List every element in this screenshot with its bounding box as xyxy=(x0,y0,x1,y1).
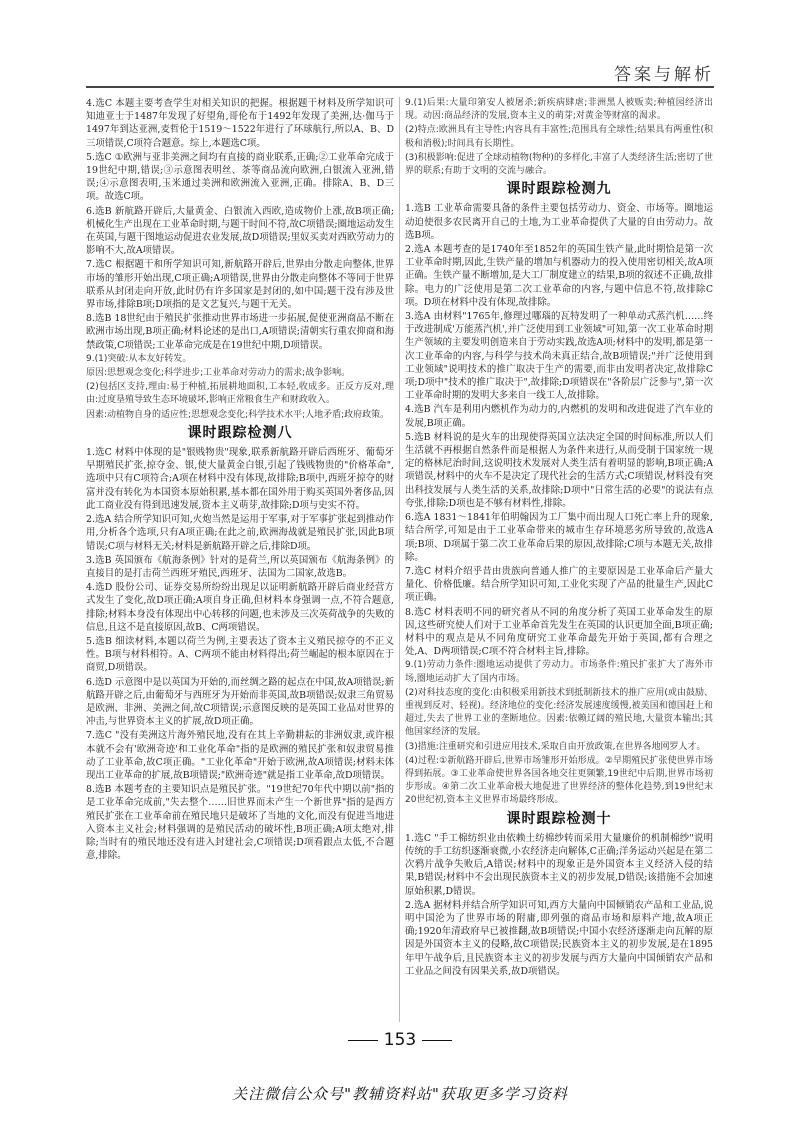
answer-item: 7.选C 根据题干和所学知识可知,新航路开辟后,世界由分散走向整体,世界市场的雏形开始出现,C项正确;A项错误,世界由分散走向整体不等同于世界联系从封闭走向开放,此时仍有许多国家是封闭的,如中国;题干没有涉及世界市场,排除B项;D项指的是文艺复兴,与题干无关。 xyxy=(86,259,394,311)
answer-item: (3)积极影响:促进了全球动植物(物种)的多样化,丰富了人类经济生活;密切了世界的联系;有助于文明的交流与融合。 xyxy=(405,152,713,177)
header-rule xyxy=(86,86,714,88)
page-number xyxy=(0,1030,800,1050)
answer-item: 2.选A 结合所学知识可知,火炮当然是运用于军事,对于军事扩张起到推动作用,分析各个选项,只有A项正确;在此之前,欧洲海战就是殖民扩张,因此B项错误;C项与材料无关;材料是新航路开辟之后,排除D项。 xyxy=(86,514,394,552)
answer-item: 5.选C ①欧洲与亚非美洲之间均有直接的商业联系,正确;②工业革命完成于19世纪中期,错误;③示意图表明丝、茶等商品流向欧洲,白银流入亚洲,错误;④示意图表明,玉米通过美洲和欧洲流入亚洲,正确。排除A、B、D三项。故选C项。 xyxy=(86,151,394,203)
section-title: 课时跟踪检测九 xyxy=(506,181,612,198)
answer-item: 8.选C 材料表明不同的研究者从不同的角度分析了英国工业革命发生的原因,这些研究使人们对于工业革命首先发生在英国的认识更加全面,B项正确;材料中的观点是从不同角度研究工业革命最先开始于英国,都有合理之处,A、D两项错误;C项不符合材料主旨,排除。 xyxy=(405,606,713,658)
answer-item: (4)过程:①新航路开辟后,世界市场雏形开始形成。②早期殖民扩张使世界市场得到拓展。③工业革命使世界各国各地交往更频繁,19世纪中后期,世界市场初步形成。④第二次工业革命极大地促进了世界经济的整体化趋势,到19世纪末20世纪初,资本主义世界市场最终形成。 xyxy=(405,755,713,806)
answer-item: 4.选B 汽车是利用内燃机作为动力的,内燃机的发明和改进促进了汽车业的发展,B项正确。 xyxy=(405,404,713,429)
answer-item: (3)措施:注重研究和引进应用技术,采取自由开放政策,在世界各地网罗人才。 xyxy=(405,741,706,752)
section-title: 课时跟踪检测八 xyxy=(187,424,293,441)
footer-promo-text: 关注微信公众号"教辅资料站"获取更多学习资料 xyxy=(232,1085,568,1103)
answer-item: 2.选A 据材料并结合所学知识可知,西方大量向中国倾销农产品和工业品,说明中国沦为了世界市场的附庸,即列强的商品市场和原料产地,故A项正确;1920年清政府早已被推翻,故B项错误;中国小农经济逐渐走向瓦解的原因是外国资本主义的侵略,故C项错误;民族资本主义的初步发展,是在1895年甲午战争后,且民族资本主义的初步发展与西方大量向中国倾销农产品和工业品之间没有因果关系,故D项错误。 xyxy=(405,899,713,977)
answer-item: 4.选C 本题主要考查学生对相关知识的把握。根据题干材料及所学知识可知迪亚士于1487年发现了好望角,哥伦布于1492年发现了美洲,达·伽马于1497年到达亚洲,麦哲伦于1519～1522年进行了环球航行,所以A、B、D三项错误,C项符合题意。综上,本题选C项。 xyxy=(86,98,394,149)
answer-item: 1.选C "手工棉纺织业由依赖土纺棉纱转而采用大量廉价的机制棉纱"说明传统的手工纺织逐渐衰微,小农经济走向解体,C正确;洋务运动兴起是在第二次鸦片战争失败后,A错误;材料中的现象正是外国资本主义经济入侵的结果,B错误;材料中不会出现民族资本主义的初步发展,D错误;该措施不会加速原始积累,D错误。 xyxy=(405,832,713,897)
answer-item: 8.选B 18世纪由于殖民扩张推动世界市场进一步拓展,促使亚洲商品不断在欧洲市场出现,B项正确;材料论述的是出口,A项错误;清朝实行重农抑商和海禁政策,C项错误;工业革命完成是在19世纪中期,D项错误。 xyxy=(86,313,394,351)
right-column xyxy=(405,97,713,1022)
answer-item: 1.选C 材料中体现的是"银贱物贵"现象,联系新航路开辟后西班牙、葡萄牙早期殖民扩张,掠夺金、银,使大量黄金白银,引起了钱贱物贵的"价格革命",选项中只有C项符合;A项在材料中没有体现,故排除;B项中,西班牙掠夺的财富并没有转化为本国资本原始积累,基本都在国外用于购买英国外奢侈品,因此工商业没有得到迅速发展,资本主义萌芽,故排除;D项与史实不符。 xyxy=(86,447,394,511)
answer-item: (2)包括区支持,理由:易于种植,拓展耕地面积,工本轻,收成多。正反方反对,理由:过度垦殖导致生态环境破坏,影响正常粮食生产和财政收入。 xyxy=(86,382,394,406)
section-title: 课时跟踪检测十 xyxy=(506,810,612,827)
page-number-value: 153 xyxy=(383,1030,417,1050)
answer-item: 4.选D 股份公司、证券交易所纷纷出现足以证明新航路开辟后商业经营方式发生了变化,故D项正确;A项自身正确,但材料本身强调一点,不符合题意,排除;材料本身没有体现出中心转移的问题,也未涉及三次英荷战争的失败的信息,且这不是直接原因,故B、C两项错误。 xyxy=(86,582,394,633)
answer-item: (2)特点:欧洲具有主导性;内容具有丰富性;范围具有全球性;结果具有两重性(积极和消极);时间具有长期性。 xyxy=(405,125,713,149)
answer-item: 因素:动植物自身的适应性;思想观念变化;科学技术水平;人地矛盾;政府政策。 xyxy=(86,409,390,420)
answer-item: 7.选C 材料介绍乎昔由贵族向普通人推广的主要原因是工业革命后产量大量化、价格低廉。结合所学知识可知,工业化实现了产品的批量生产,因此C项正确。 xyxy=(405,565,713,604)
answer-item: 9.(1)劳动力条件:圈地运动提供了劳动力。市场条件:殖民扩张扩大了海外市场,圈地运动扩大了国内市场。 xyxy=(405,660,713,684)
column-divider xyxy=(399,97,400,1022)
answer-item: 5.选B 材料说的是火车的出现使得英国立法决定全国的时间标准,所以人们生活就不再根据自然条件而是根据人为条件来进行,从而受制于国家统一规定的格林尼治时间,这说明技术发展对人类生活有着明显的影响,B项正确;A项错误,材料中的火车不是决定了现代社会的生活方式;C项错误,材料没有突出科技发展与人类生活的关系,故排除;D项中"日常生活的必要"的说法有点夸张,排除;D项也是不够有材料性,排除。 xyxy=(405,431,713,509)
answer-item: 3.选A 由材料"1765年,修理过哪瑙的瓦特发明了一种单动式蒸汽机……终于改进制成'万能蒸汽机',并广泛使用到工业领域"可知,第一次工业革命时期生产领域的主要发明创造来自于劳动实践,故选A项;材料中的发明,都是第一次工业革命的内容,与科学与技术尚未真正结合,故B项错误;"并广泛使用到工业领域"说明技术的推广取决于生产的需要,而非由发明者决定,故排除C项;D项中"技术的推广取决于",故排除;D项错误在"各阶层广泛参与",第一次工业革命时期的发明大多来自一线工人,故排除。 xyxy=(405,311,713,402)
page-number-dash-left xyxy=(348,1040,378,1041)
answer-item: 7.选C "没有美洲这片海外殖民地,没有在其上辛勤耕耘的非洲奴隶,或许根本就不会有'欧洲奇迹'和工业化革命"指的是欧洲的殖民扩张和奴隶贸易推动了工业革命,故C项正确。"工业化革命"开始于欧洲,故A项错误;材料未体现出工业革命的扩展,故B项错误;"欧洲奇迹"就是指工业革命,故D项错误。 xyxy=(86,730,394,781)
left-column xyxy=(86,97,394,1022)
answer-item: 1.选B 工业革命需要具备的条件主要包括劳动力、资金、市场等。圈地运动迫使很多农民离开自己的土地,为工业革命提供了大量的自由劳动力。故选B项。 xyxy=(405,203,713,241)
answer-item: 8.选B 本题考查的主要知识点是殖民扩张。"19世纪70年代中期以前"指的是工业革命完成前,"失去整个……旧世界而未产生一个新世界"指的是西方殖民扩张在工业革命前在殖民地只是破坏了当地的文化,而没有促进当地进入资本主义社会;材料强调的是殖民活动的破坏性,B项正确;A项太绝对,排除;当时有的殖民地还没有进入封建社会,C项错误;D项看跟点太低,不合题意,排除。 xyxy=(86,784,394,862)
answer-item: 6.选D 示意图中是以英国为开始的,而丝绸之路的起点在中国,故A项错误;新航路开辟之后,由葡萄牙与西班牙为开始而非英国,故B项错误;奴隶三角贸易是欧洲、非洲、美洲之间,故C项错误;示意图反映的是英国工业品对世界的冲击,与世界资本主义的扩展,故D项正确。 xyxy=(86,676,394,728)
answer-item: 6.选B 新航路开辟后,大量黄金、白银流入西欧,造成物价上涨,故B项正确;机械化生产出现在工业革命时期,与题干时间不符,故C项错误;圈地运动发生在英国,与题干图地运动促进农业发展,故D项错误;里奴买卖对西欧劳动力的影响不大,故A项错误。 xyxy=(86,205,394,257)
page-number-dash-right xyxy=(422,1040,452,1041)
answer-item: 原因:思想观念变化;科学进步;工业革命对劳动力的需求;战争影响。 xyxy=(86,368,351,379)
answer-item: 9.(1)后果:大量印第安人被屠杀;新疾病肆虐;非洲黑人被贩卖;种植园经济出现。动因:商品经济的发展,资本主义的萌芽;对黄金等财富的渴求。 xyxy=(405,98,713,122)
answer-item: 9.(1)突破:从本友好转发。 xyxy=(86,353,192,364)
page-header-title: 答案与解析 xyxy=(614,65,714,85)
answer-item: 5.选B 细读材料,本题以荷兰为例,主要表达了资本主义殖民掠夺的不正义性。B项与材料相符。A、C两项不能由材料得出;荷兰崛起的根本原因在于商贸,D项错误。 xyxy=(86,635,394,674)
answer-item: 2.选A 本题考查的是1740年至1852年的英国生铁产量,此时期恰是第一次工业革命时期,因此,生铁产量的增加与机器动力的投入使用密切相关,故A项正确。生铁产量不断增加,是大工厂制度建立的结果,B项的叙述不正确,故排除。电力的广泛使用是第二次工业革命的内容,与题中信息不符,故排除C项。D项在材料中没有体现,故排除。 xyxy=(405,244,713,308)
answer-item: 3.选B 英国颁布《航海条例》针对的是荷兰,所以英国颁布《航海条例》的直接目的是打击荷兰西班牙殖民,西班牙、法国为二国家,故选B。 xyxy=(86,554,394,579)
answer-item: 6.选A 1831～1841年伯明翰因为工厂集中而出现人口死亡率上升的现象,结合所学,可知是由于工业革命带来的城市生存环境恶劣所导致的,故选A项;B项、D项属于第二次工业革命后果的原因,故排除;C项与本题无关,故排除。 xyxy=(405,512,713,563)
answer-item: (2)对科技态度的变化:由积极采用新技术到抵制新技术的推广应用(或由鼓励、重视到反对、轻视)。经济地位的变化:经济发展速度缓慢,被美国和德国赶上和超过,失去了世界工业的垄断地位。因素:依赖辽阔的殖民地,大量资本输出;其他国家经济的发展。 xyxy=(405,687,713,738)
